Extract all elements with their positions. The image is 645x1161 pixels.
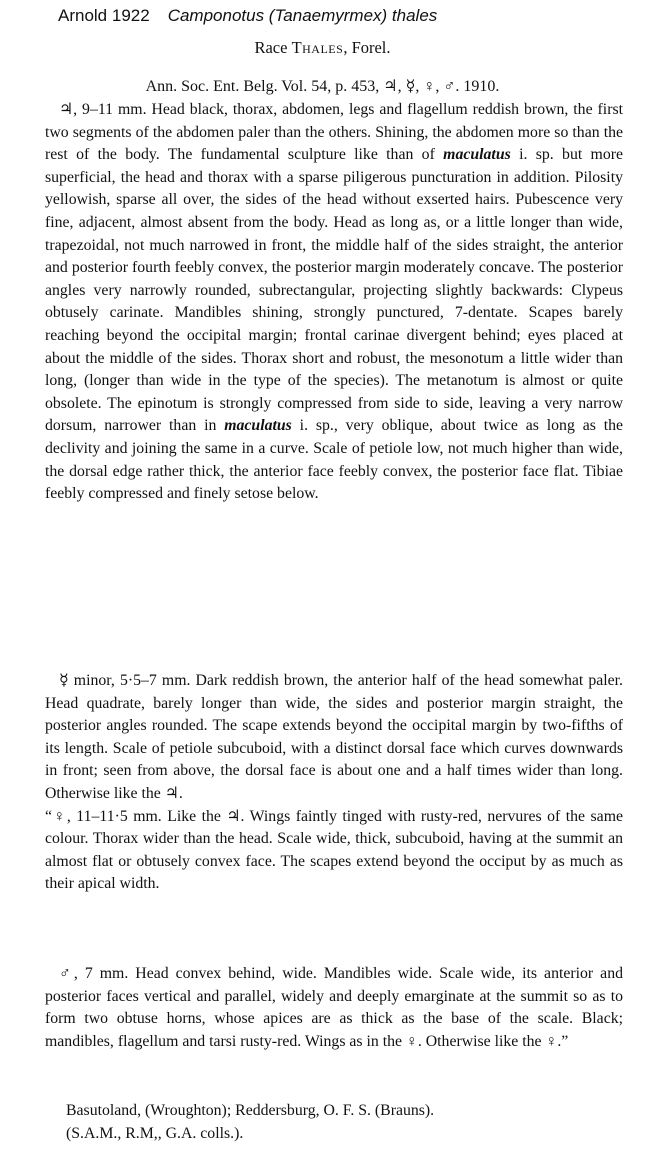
race-title [0,38,645,58]
citation: Ann. Soc. Ent. Belg. Vol. 54, p. 453, ♃, ☿, ♀, ♂. 1910. [145,78,500,95]
minor-worker-description [45,670,623,896]
minor-text: ☿ minor, 5·5–7 mm. Dark reddish brown, the anterior half of the head somewhat paler. Head quadrate, barely longer than wide, the sides and posterior margin straight, the posterior angles rounded. The scape extends beyond the occipital margin by two-fifths of its length. Scale of petiole subcuboid, with a distinct dorsal face which curves downwards in front; seen from above, the dorsal face is about one and a half times wider than long. Otherwise like the ♃. [45,672,623,802]
major-text-part3: i. sp., very oblique, about twice as long as the declivity and joining the same in a curve. Scale of petiole low, not much higher than wide, the dorsal edge rather thick, the anterior face feebly convex, the posterior face flat. Tibiae feebly compressed and finely setose below. [45,417,623,503]
race-prefix: Race [254,38,292,57]
author-year: Arnold 1922 [58,6,150,25]
female-text: “♀, 11–11·5 mm. Like the ♃. Wings faintly tinged with rusty-red, nervures of the same colour. Thorax wider than the head. Scale wide, thick, subcuboid, having at the summit an almost flat or obtusely convex face. The scapes extend beyond the occiput by as much as their apical width. [45,807,623,893]
male-description: ♂, 7 mm. Head convex behind, wide. Mandibles wide. Scale wide, its anterior and posterior faces vertical and parallel, widely and deeply emarginate at the summit so as to form two obtuse horns, whose apices are as thick as the base of the scale. Black; mandibles, flagellum and tarsi rusty-red. Wings as in the ♀. Otherwise like the ♀.” [45,965,623,1050]
species-name: Camponotus (Tanaemyrmex) thales [167,6,438,25]
page-header [58,6,437,26]
major-worker-description [45,99,623,506]
species-ref-italic: maculatus [224,417,292,435]
species-ref-italic: maculatus [443,146,511,164]
major-text-part1: ♃, 9–11 mm. Head black, thorax, abdomen, legs and flagellum reddish brown, the first two segments of the abdomen paler than the others. Shining, the abdomen more so than the rest of the body. The fundamental sculpture like than of [45,101,623,164]
collections-line: (S.A.M., R.M,, G.A. colls.). [66,1125,244,1142]
locality-line: Basutoland, (Wroughton); Reddersburg, O. F. S. (Brauns). [66,1102,435,1119]
race-author: , Forel. [343,38,391,57]
race-name: Thales [291,38,344,57]
major-text-part2: i. sp. but more superficial, the head and thorax with a sparse piligerous puncturation in addition. Pilosity yellowish, sparse all over, the sides of the head without exserted hairs. Pubescence very fine, adjacent, almost absent from the body. Head as long as, or a little longer than wide, trapezoidal, not much narrowed in front, the middle half of the sides straight, the anterior and posterior fourth feebly convex, the posterior margin moderately concave. The posterior angles very narrowly rounded, subrectangular, projecting slightly backwards: Clypeus obtusely carinate. Mandibles shining, strongly punctured, 7-dentate. Scapes barely reaching beyond the occipital margin; frontal carinae divergent behind; eyes placed at about the middle of the sides. Thorax short and robust, the mesonotum a little wider than long, (longer than wide in the type of the species). The metanotum is almost or quite obsolete. The epinotum is strongly compressed from side to side, leaving a very narrow dorsum, narrower than in [45,146,624,435]
